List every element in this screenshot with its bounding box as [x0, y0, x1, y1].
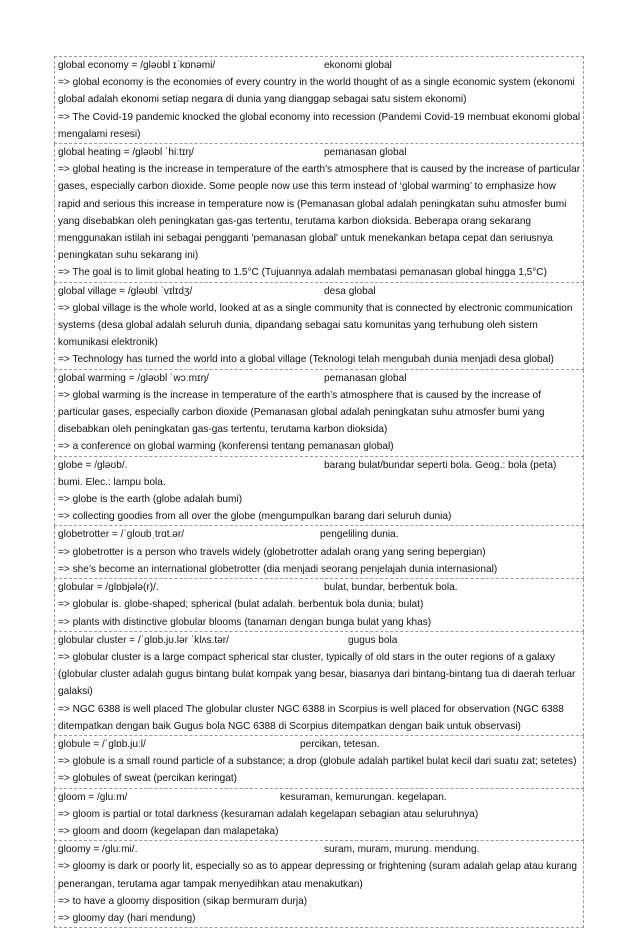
entry-global-economy	[54, 56, 584, 144]
entry-term: global village = /ɡləʊbl ˈvɪlɪdʒ/	[58, 285, 193, 297]
entry-gloom	[54, 789, 584, 842]
entry-header	[58, 370, 581, 387]
entry-example: => Technology has turned the world into a global village (Teknologi telah mengubah dunia menjadi desa global)	[58, 354, 554, 366]
entry-example: => to have a gloomy disposition (sikap bermuram durja)	[58, 895, 308, 907]
entry-translation: gugus bola	[348, 634, 398, 646]
entry-term: globular cluster = /ˈɡlɒb.jʊ.lər ˈklʌs.tər/	[58, 634, 229, 646]
entry-term: global warming = /ɡləʊbl ˈwɔːmɪŋ/	[58, 372, 209, 384]
entry-definition: => gloom is partial or total darkness (kesuraman adalah kegelapan sebagian atau seluruhnya)	[58, 808, 479, 820]
entry-definition: => gloomy is dark or poorly lit, especially so as to appear depressing or frightening (suram adalah gelap atau kurang penerangan, terutama agar tampak menyedihkan atau menakutkan)	[58, 861, 578, 890]
entry-example: => globules of sweat (percikan keringat)	[58, 773, 237, 785]
entry-header	[58, 632, 581, 649]
entry-term: globetrotter = /ˈɡloʊbˌtrɑt.ər/	[58, 529, 185, 541]
entry-header	[58, 457, 581, 491]
entry-header	[58, 736, 581, 753]
entry-term: globular = /ɡlɒbjələ(r)/.	[58, 582, 159, 594]
entry-translation: kesuraman, kemurungan. kegelapan.	[280, 791, 447, 803]
entry-global-warming	[54, 370, 584, 457]
entry-example: => gloomy day (hari mendung)	[58, 912, 196, 924]
entry-term: gloomy = /ɡluːmi/.	[58, 844, 138, 856]
glossary-page	[54, 56, 584, 928]
entry-global-heating	[54, 144, 584, 283]
entry-header	[58, 57, 581, 74]
entry-translation: ekonomi global	[324, 60, 392, 71]
entry-definition: => globule is a small round particle of a substance; a drop (globule adalah partikel bulat kecil dari suatu zat; setetes)	[58, 756, 577, 768]
entry-header	[58, 144, 581, 161]
entry-definition: => globetrotter is a person who travels widely (globetrotter adalah orang yang sering bepergian)	[58, 546, 486, 558]
entry-header	[58, 283, 581, 300]
entry-globe	[54, 457, 584, 527]
entry-header	[58, 789, 581, 806]
entry-definition: => global warming is the increase in temperature of the earth’s atmosphere that is caused by the increase of particular gases, especially carbon dioxide (Pemanasan global adalah peningkatan suhu atmosfer bumi yang disebabkan oleh peningkatan gas-gas tertentu, terutama karbon dioksida)	[58, 389, 545, 436]
entry-header	[58, 526, 581, 543]
entry-header	[58, 841, 581, 858]
entry-definition: => global village is the whole world, looked at as a single community that is connected by electronic communication systems (desa global adalah seluruh dunia, dipandang sebagai satu komunitas yang terhubung oleh sistem komunikasi elektronik)	[58, 302, 573, 349]
entry-example: => a conference on global warming (konferensi tentang pemanasan global)	[58, 441, 394, 453]
entry-translation: desa global	[324, 285, 376, 297]
entry-translation: suram, muram, murung. mendung.	[324, 844, 480, 856]
entry-term: global economy = /ɡləʊbl ɪˈkɒnəmi/	[58, 60, 216, 71]
entry-definition: => globe is the earth (globe adalah bumi)	[58, 494, 243, 506]
entry-definition: => globular cluster is a large compact spherical star cluster, typically of old stars in the outer regions of a galaxy (globular cluster adalah gugus bintang bulat kompak yang besar, biasanya dari bintang-bintang tua di daerah terluar galaksi)	[58, 651, 576, 698]
entry-definition: => globular is. globe-shaped; spherical (bulat adalah. berbentuk bola dunia; bulat)	[58, 599, 424, 611]
entry-example: => NGC 6388 is well placed The globular cluster NGC 6388 in Scorpius is well placed for observation (NGC 6388 ditempatkan dengan baik Gugus bola NGC 6388 di Scorpius ditempatkan dengan baik untuk observasi)	[58, 703, 564, 732]
entry-translation: percikan, tetesan.	[300, 738, 380, 750]
entry-example: => The goal is to limit global heating to 1.5°C (Tujuannya adalah membatasi pemanasan global hingga 1,5°C)	[58, 267, 547, 279]
entry-global-village	[54, 283, 584, 370]
entry-example: => plants with distinctive globular blooms (tanaman dengan bunga bulat yang khas)	[58, 616, 432, 628]
entry-definition: => global economy is the economies of every country in the world thought of as a single economic system (ekonomi global adalah ekonomi setiap negara di dunia yang dianggap sebagai satu sistem ekonomi)	[58, 77, 575, 106]
entry-globetrotter	[54, 526, 584, 579]
entry-translation: pemanasan global	[324, 147, 407, 159]
entry-definition: => global heating is the increase in temperature of the earth's atmosphere that is caused by the increase of particular gases, especially carbon dioxide. Some people now use this term instead of ‘global warming’ to emphasize how rapid and serious this increase in temperature now is (Pemanasan global adalah peningkatan suhu atmosfer bumi yang disebabkan oleh peningkatan gas-gas tertentu, terutama karbon dioksida. Beberapa orang sekarang menggunakan istilah ini sebagai pengganti 'pemanasan global' untuk menekankan betapa cepat dan seriusnya peningkatan suhu sekarang ini)	[58, 164, 581, 262]
entry-example: => she’s become an international globetrotter (dia menjadi seorang penjelajah dunia internasional)	[58, 563, 498, 575]
entry-gloomy	[54, 841, 584, 928]
entry-term: globe = /ɡləʊb/.	[58, 459, 128, 471]
entry-globular-cluster	[54, 632, 584, 736]
entry-example: => collecting goodies from all over the globe (mengumpulkan barang dari seluruh dunia)	[58, 511, 452, 523]
entry-translation: barang bulat/bundar seperti bola. Geog.: bola (peta) bumi. Elec.: lampu bola.	[58, 459, 557, 488]
entry-translation: pemanasan global	[324, 372, 407, 384]
entry-translation: pengeliling dunia.	[320, 529, 399, 541]
entry-term: global heating = /ɡləʊbl ˈhiːtɪŋ/	[58, 147, 194, 159]
entry-globule	[54, 736, 584, 789]
entry-example: => gloom and doom (kegelapan dan malapetaka)	[58, 825, 279, 837]
entry-term: globule = /ˈɡlɒb.juːl/	[58, 738, 146, 750]
entry-globular	[54, 579, 584, 632]
entry-example: => The Covid-19 pandemic knocked the global economy into recession (Pandemi Covid-19 membuat ekonomi global mengalami resesi)	[58, 111, 581, 140]
entry-header	[58, 579, 581, 596]
entry-term: gloom = /ɡluːm/	[58, 791, 128, 803]
entry-translation: bulat, bundar, berbentuk bola.	[324, 582, 458, 594]
